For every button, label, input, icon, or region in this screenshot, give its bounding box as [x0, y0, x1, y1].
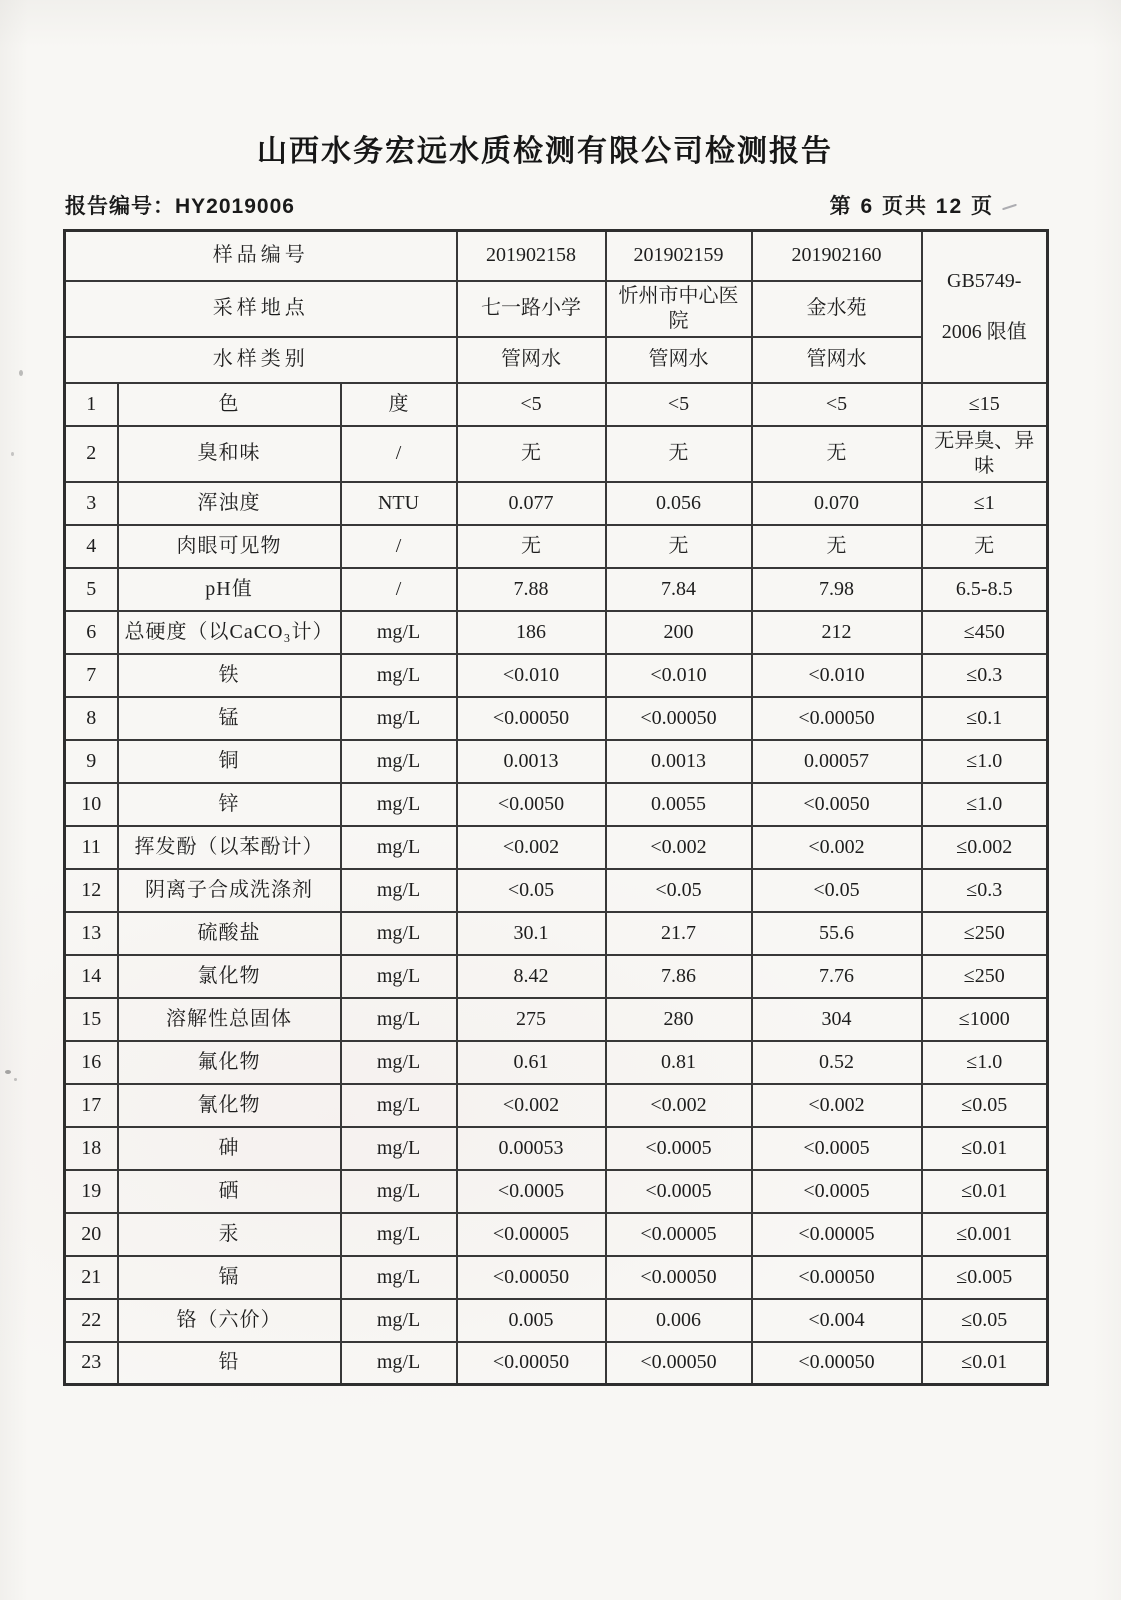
row-number-cell: 7 — [65, 654, 118, 697]
value-cell: <5 — [457, 383, 606, 426]
value-cell: <0.010 — [606, 654, 752, 697]
sample-id-cell: 201902159 — [606, 231, 752, 281]
value-cell: 无 — [606, 426, 752, 482]
limit-cell: ≤1 — [922, 482, 1048, 525]
unit-cell: mg/L — [341, 869, 457, 912]
sample-type-label: 水样类别 — [65, 337, 457, 383]
unit-cell: mg/L — [341, 783, 457, 826]
parameter-row — [65, 740, 1048, 783]
value-cell: <0.0005 — [606, 1127, 752, 1170]
value-cell: 275 — [457, 998, 606, 1041]
row-number-cell: 2 — [65, 426, 118, 482]
scan-speck — [11, 452, 14, 456]
row-number-cell: 12 — [65, 869, 118, 912]
value-cell: 0.00057 — [752, 740, 922, 783]
row-number-cell: 16 — [65, 1041, 118, 1084]
row-number-cell: 6 — [65, 611, 118, 654]
limit-cell: ≤0.01 — [922, 1342, 1048, 1385]
unit-cell: mg/L — [341, 912, 457, 955]
parameter-row — [65, 1299, 1048, 1342]
value-cell: 21.7 — [606, 912, 752, 955]
value-cell: <0.002 — [606, 826, 752, 869]
parameter-name-cell: 镉 — [118, 1256, 341, 1299]
limit-cell: ≤0.01 — [922, 1127, 1048, 1170]
parameter-name-cell: 氰化物 — [118, 1084, 341, 1127]
parameter-row — [65, 568, 1048, 611]
value-cell: 7.84 — [606, 568, 752, 611]
value-cell: <0.0050 — [752, 783, 922, 826]
limit-cell: ≤1.0 — [922, 740, 1048, 783]
limit-cell: ≤0.05 — [922, 1084, 1048, 1127]
value-cell: 无 — [752, 426, 922, 482]
value-cell: 30.1 — [457, 912, 606, 955]
scan-speck — [19, 370, 23, 376]
report-number: 报告编号：HY2019006 — [65, 195, 295, 218]
value-cell: 186 — [457, 611, 606, 654]
unit-cell: mg/L — [341, 1127, 457, 1170]
value-cell: 280 — [606, 998, 752, 1041]
parameter-row — [65, 1127, 1048, 1170]
value-cell: 7.88 — [457, 568, 606, 611]
value-cell: 7.76 — [752, 955, 922, 998]
parameter-name-cell: 砷 — [118, 1127, 341, 1170]
sample-id-label: 样品编号 — [65, 231, 457, 281]
limit-cell: ≤0.01 — [922, 1170, 1048, 1213]
value-cell: 0.077 — [457, 482, 606, 525]
value-cell: 0.81 — [606, 1041, 752, 1084]
value-cell: <0.010 — [457, 654, 606, 697]
value-cell: <0.00050 — [752, 1342, 922, 1385]
value-cell: <0.004 — [752, 1299, 922, 1342]
value-cell: 55.6 — [752, 912, 922, 955]
limit-cell: ≤1000 — [922, 998, 1048, 1041]
location-cell: 七一路小学 — [457, 281, 606, 337]
value-cell: <5 — [752, 383, 922, 426]
row-number-cell: 20 — [65, 1213, 118, 1256]
row-number-cell: 10 — [65, 783, 118, 826]
value-cell: <0.00050 — [752, 1256, 922, 1299]
value-cell: 0.0013 — [457, 740, 606, 783]
unit-cell: mg/L — [341, 998, 457, 1041]
limit-cell: ≤0.05 — [922, 1299, 1048, 1342]
value-cell: 0.61 — [457, 1041, 606, 1084]
location-label: 采样地点 — [65, 281, 457, 337]
limit-cell: ≤1.0 — [922, 1041, 1048, 1084]
value-cell: <0.0050 — [457, 783, 606, 826]
unit-cell: mg/L — [341, 826, 457, 869]
unit-cell: mg/L — [341, 611, 457, 654]
parameter-name-cell: 氯化物 — [118, 955, 341, 998]
value-cell: <0.00005 — [457, 1213, 606, 1256]
value-cell: 200 — [606, 611, 752, 654]
limit-cell: ≤0.3 — [922, 654, 1048, 697]
parameter-row — [65, 869, 1048, 912]
value-cell: 8.42 — [457, 955, 606, 998]
value-cell: 7.86 — [606, 955, 752, 998]
parameter-name-cell: 锰 — [118, 697, 341, 740]
unit-cell: mg/L — [341, 1041, 457, 1084]
sample-type-row — [65, 337, 1048, 383]
parameter-row — [65, 654, 1048, 697]
row-number-cell: 22 — [65, 1299, 118, 1342]
value-cell: 0.056 — [606, 482, 752, 525]
parameter-row — [65, 611, 1048, 654]
value-cell: <0.002 — [606, 1084, 752, 1127]
scan-speck — [14, 1078, 17, 1081]
scan-speck — [5, 1070, 11, 1074]
limit-cell: ≤15 — [922, 383, 1048, 426]
unit-cell: mg/L — [341, 955, 457, 998]
parameter-name-cell: 硫酸盐 — [118, 912, 341, 955]
unit-cell: / — [341, 568, 457, 611]
limit-cell: ≤0.001 — [922, 1213, 1048, 1256]
parameter-row — [65, 1170, 1048, 1213]
value-cell: <0.00050 — [457, 1342, 606, 1385]
unit-cell: / — [341, 525, 457, 568]
value-cell: <0.05 — [752, 869, 922, 912]
row-number-cell: 19 — [65, 1170, 118, 1213]
value-cell: 无 — [752, 525, 922, 568]
value-cell: <0.00005 — [606, 1213, 752, 1256]
parameter-name-cell: pH值 — [118, 568, 341, 611]
parameter-name-cell: 铜 — [118, 740, 341, 783]
parameter-row — [65, 912, 1048, 955]
results-table-body — [65, 383, 1048, 1385]
limit-cell: ≤0.005 — [922, 1256, 1048, 1299]
results-table — [63, 229, 1049, 1386]
value-cell: 304 — [752, 998, 922, 1041]
parameter-name-cell: 挥发酚（以苯酚计） — [118, 826, 341, 869]
value-cell: <0.002 — [752, 1084, 922, 1127]
value-cell: 无 — [606, 525, 752, 568]
value-cell: <0.002 — [457, 826, 606, 869]
row-number-cell: 21 — [65, 1256, 118, 1299]
value-cell: <0.00050 — [606, 1256, 752, 1299]
value-cell: 212 — [752, 611, 922, 654]
value-cell: 0.0055 — [606, 783, 752, 826]
value-cell: <0.0005 — [752, 1127, 922, 1170]
limit-cell: 6.5-8.5 — [922, 568, 1048, 611]
parameter-name-cell: 臭和味 — [118, 426, 341, 482]
row-number-cell: 3 — [65, 482, 118, 525]
row-number-cell: 9 — [65, 740, 118, 783]
parameter-name-cell: 总硬度（以CaCO₃计） — [118, 611, 341, 654]
report-title: 山西水务宏远水质检测有限公司检测报告 — [257, 135, 833, 168]
row-number-cell: 17 — [65, 1084, 118, 1127]
parameter-row — [65, 482, 1048, 525]
value-cell: <0.002 — [457, 1084, 606, 1127]
sampling-location-row — [65, 281, 1048, 337]
limit-standard-line1: GB5749- — [947, 269, 1022, 292]
parameter-row — [65, 1041, 1048, 1084]
unit-cell: 度 — [341, 383, 457, 426]
value-cell: 无 — [457, 525, 606, 568]
unit-cell: mg/L — [341, 1256, 457, 1299]
parameter-row — [65, 1342, 1048, 1385]
value-cell: <0.010 — [752, 654, 922, 697]
parameter-name-cell: 色 — [118, 383, 341, 426]
unit-cell: mg/L — [341, 1170, 457, 1213]
value-cell: 0.00053 — [457, 1127, 606, 1170]
value-cell: 0.0013 — [606, 740, 752, 783]
value-cell: <0.002 — [752, 826, 922, 869]
sample-id-cell: 201902160 — [752, 231, 922, 281]
parameter-row — [65, 383, 1048, 426]
unit-cell: mg/L — [341, 740, 457, 783]
value-cell: <0.05 — [457, 869, 606, 912]
value-cell: <0.0005 — [457, 1170, 606, 1213]
value-cell: <0.0005 — [752, 1170, 922, 1213]
parameter-row — [65, 1256, 1048, 1299]
row-number-cell: 13 — [65, 912, 118, 955]
unit-cell: mg/L — [341, 1342, 457, 1385]
unit-cell: mg/L — [341, 654, 457, 697]
value-cell: 7.98 — [752, 568, 922, 611]
unit-cell: mg/L — [341, 1213, 457, 1256]
row-number-cell: 8 — [65, 697, 118, 740]
limit-cell: 无异臭、异味 — [922, 426, 1048, 482]
unit-cell: mg/L — [341, 1084, 457, 1127]
parameter-name-cell: 溶解性总固体 — [118, 998, 341, 1041]
results-table-header — [65, 231, 1048, 383]
sample-id-cell: 201902158 — [457, 231, 606, 281]
sample-id-row — [65, 231, 1048, 281]
sample-type-cell: 管网水 — [752, 337, 922, 383]
parameter-name-cell: 锌 — [118, 783, 341, 826]
parameter-name-cell: 浑浊度 — [118, 482, 341, 525]
limit-cell: ≤0.3 — [922, 869, 1048, 912]
parameter-row — [65, 697, 1048, 740]
limit-standard-line2: 2006 限值 — [941, 320, 1027, 343]
parameter-row — [65, 1213, 1048, 1256]
parameter-name-cell: 阴离子合成洗涤剂 — [118, 869, 341, 912]
page-indicator: 第 6 页共 12 页 — [829, 195, 994, 218]
limit-cell: ≤250 — [922, 955, 1048, 998]
parameter-name-cell: 氟化物 — [118, 1041, 341, 1084]
unit-cell: mg/L — [341, 697, 457, 740]
limit-cell: ≤0.002 — [922, 826, 1048, 869]
parameter-row — [65, 426, 1048, 482]
value-cell: <0.00050 — [457, 1256, 606, 1299]
parameter-name-cell: 汞 — [118, 1213, 341, 1256]
parameter-name-cell: 肉眼可见物 — [118, 525, 341, 568]
limit-cell: ≤450 — [922, 611, 1048, 654]
value-cell: 无 — [457, 426, 606, 482]
row-number-cell: 1 — [65, 383, 118, 426]
parameter-name-cell: 铬（六价） — [118, 1299, 341, 1342]
row-number-cell: 11 — [65, 826, 118, 869]
parameter-name-cell: 铁 — [118, 654, 341, 697]
row-number-cell: 4 — [65, 525, 118, 568]
value-cell: 0.52 — [752, 1041, 922, 1084]
row-number-cell: 14 — [65, 955, 118, 998]
row-number-cell: 23 — [65, 1342, 118, 1385]
value-cell: 0.070 — [752, 482, 922, 525]
parameter-row — [65, 955, 1048, 998]
value-cell: <5 — [606, 383, 752, 426]
unit-cell: / — [341, 426, 457, 482]
value-cell: <0.00005 — [752, 1213, 922, 1256]
parameter-row — [65, 998, 1048, 1041]
location-cell: 金水苑 — [752, 281, 922, 337]
parameter-name-cell: 铅 — [118, 1342, 341, 1385]
parameter-name-cell: 硒 — [118, 1170, 341, 1213]
unit-cell: NTU — [341, 482, 457, 525]
limit-cell: ≤0.1 — [922, 697, 1048, 740]
row-number-cell: 18 — [65, 1127, 118, 1170]
value-cell: <0.00050 — [606, 697, 752, 740]
unit-cell: mg/L — [341, 1299, 457, 1342]
sample-type-cell: 管网水 — [457, 337, 606, 383]
limit-standard-header — [922, 231, 1048, 383]
parameter-row — [65, 826, 1048, 869]
value-cell: <0.05 — [606, 869, 752, 912]
sample-type-cell: 管网水 — [606, 337, 752, 383]
parameter-row — [65, 525, 1048, 568]
value-cell: 0.006 — [606, 1299, 752, 1342]
report-meta-row — [63, 190, 1046, 220]
parameter-row — [65, 1084, 1048, 1127]
limit-cell: 无 — [922, 525, 1048, 568]
row-number-cell: 5 — [65, 568, 118, 611]
value-cell: <0.0005 — [606, 1170, 752, 1213]
limit-cell: ≤250 — [922, 912, 1048, 955]
value-cell: <0.00050 — [752, 697, 922, 740]
location-cell: 忻州市中心医院 — [606, 281, 752, 337]
value-cell: <0.00050 — [606, 1342, 752, 1385]
value-cell: <0.00050 — [457, 697, 606, 740]
row-number-cell: 15 — [65, 998, 118, 1041]
limit-standard-lines — [927, 269, 1043, 345]
limit-cell: ≤1.0 — [922, 783, 1048, 826]
parameter-row — [65, 783, 1048, 826]
value-cell: 0.005 — [457, 1299, 606, 1342]
